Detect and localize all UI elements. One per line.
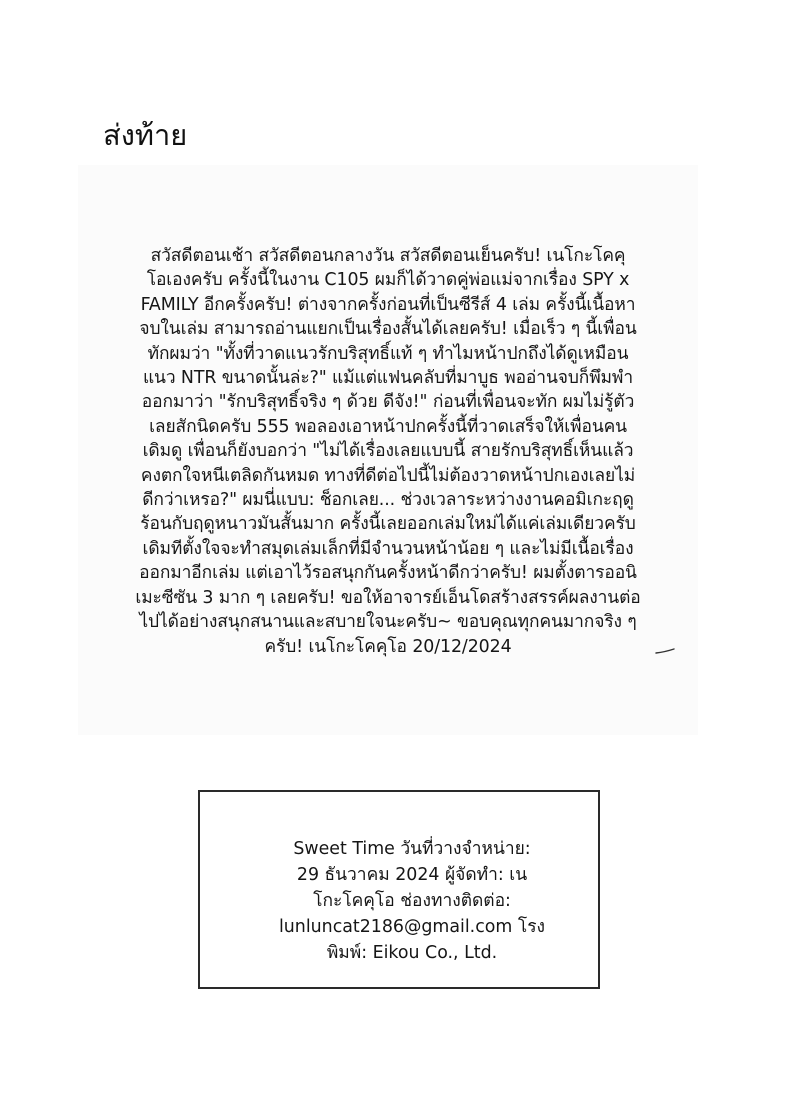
colophon-line: โกะโคคุโอ ช่องทางติดต่อ: [313,891,511,911]
afterword-line: คงตกใจหนีเตลิดกันหมด ทางที่ดีต่อไปนี้ไม่ต้องวาดหน้าปกเองเลยไม่ [140,465,636,486]
colophon-line: lunluncat2186@gmail.com โรง [278,917,546,937]
afterword-line: ดีกว่าเหรอ?" ผมนี่แบบ: ช็อกเลย... ช่วงเวลาระหว่างงานคอมิเกะฤดู [142,490,634,511]
afterword-line: สวัสดีตอนเช้า สวัสดีตอนกลางวัน สวัสดีตอนเย็นครับ! เนโกะโคคุ [150,246,626,266]
afterword-line: เมะซีซัน 3 มาก ๆ เลยครับ! ขอให้อาจารย์เอ็นโดสร้างสรรค์ผลงานต่อ [135,587,641,608]
pen-stroke-mark [655,647,675,655]
afterword-line: โอเองครับ ครั้งนี้ในงาน C105 ผมก็ได้วาดคู่พ่อแม่จากเรื่อง SPY x [146,270,630,291]
afterword-line: ร้อนกับฤดูหนาวมันสั้นมาก ครั้งนี้เลยออกเล่มใหม่ได้แค่เล่มเดียวครับ [140,514,636,535]
afterword-line: แนว NTR ขนาดนั้นล่ะ?" แม้แต่แฟนคลับที่มาบูธ พออ่านจบก็พึมพำ [142,368,634,389]
afterword-body [78,244,698,659]
afterword-line: ออกมาอีกเล่ม แต่เอาไว้รอสนุกกันครั้งหน้าดีกว่าครับ! ผมตั้งตารออนิ [139,563,637,584]
colophon-line: Sweet Time วันที่วางจำหน่าย: [293,839,531,859]
afterword-line: FAMILY อีกครั้งครับ! ต่างจากครั้งก่อนที่เป็นซีรีส์ 4 เล่ม ครั้งนี้เนื้อหา [140,294,636,315]
afterword-line: จบในเล่ม สามารถอ่านแยกเป็นเรื่องสั้นได้เลยครับ! เมื่อเร็ว ๆ นี้เพื่อน [139,319,637,340]
afterword-line: เดิมดู เพื่อนก็ยังบอกว่า "ไม่ได้เรื่องเลยแบบนี้ สายรักบริสุทธิ์เห็นแล้ว [142,441,634,462]
afterword-line: ออกมาว่า "รักบริสุทธิ์จริง ๆ ด้วย ดีจัง!" ก่อนที่เพื่อนจะทัก ผมไม่รู้ตัว [141,392,635,413]
afterword-line: เลยสักนิดครับ 555 พอลองเอาหน้าปกครั้งนี้ที่วาดเสร็จให้เพื่อนคน [149,416,627,437]
afterword-line: ครับ! เนโกะโคคุโอ 20/12/2024 [264,636,512,657]
afterword-line: ไปได้อย่างสนุกสนานและสบายใจนะครับ~ ขอบคุณทุกคนมากจริง ๆ [139,612,637,633]
colophon-line: พิมพ์: Eikou Co., Ltd. [326,943,498,963]
afterword-heading: ส่งท้าย [103,118,188,152]
colophon-text [200,836,624,966]
afterword-line: ทักผมว่า "ทั้งที่วาดแนวรักบริสุทธิ์แท้ ๆ ทำไมหน้าปกถึงได้ดูเหมือน [147,343,629,364]
afterword-line: เดิมทีตั้งใจจะทำสมุดเล่มเล็กที่มีจำนวนหน้าน้อย ๆ และไม่มีเนื้อเรื่อง [142,538,634,559]
colophon-line: 29 ธันวาคม 2024 ผู้จัดทำ: เน [296,865,528,885]
